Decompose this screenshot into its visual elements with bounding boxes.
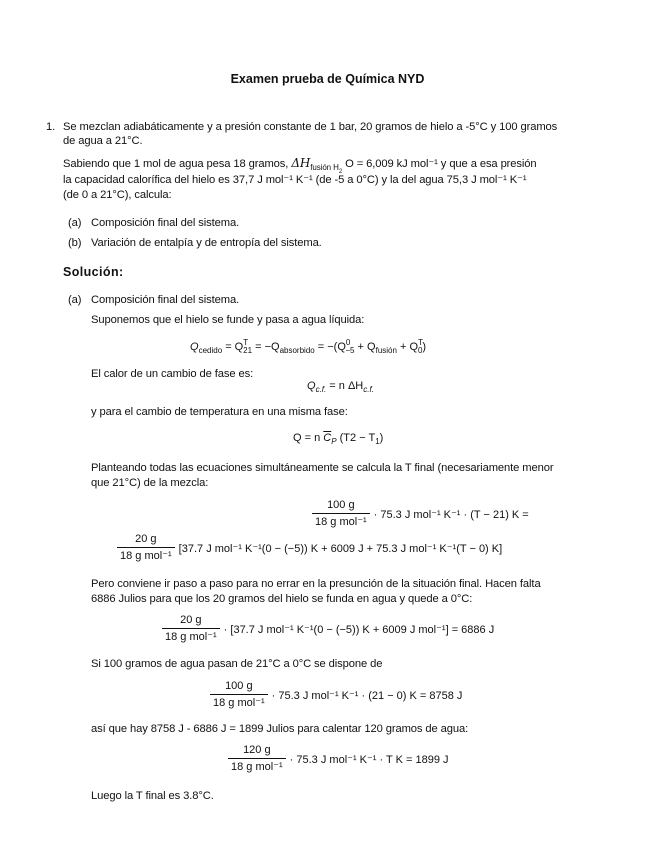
problem-line-5: (de 0 a 21°C), calcula: — [63, 189, 172, 201]
eq5-rest: · [37.7 J mol⁻¹ K⁻¹(0 − (−5)) K + 6009 J mol⁻¹] = 6886 J — [223, 623, 495, 636]
solution-part-label: (a) — [68, 294, 82, 306]
problem-number: 1. — [46, 121, 56, 133]
equation-heat-balance — [190, 338, 426, 355]
h2o-subscript-2: 2 — [338, 169, 343, 175]
eq6-den: 18 g mol⁻¹ — [213, 697, 265, 709]
eq1-sub-c: −5 — [345, 346, 355, 355]
delta-h-symbol: ΔH — [291, 156, 311, 170]
fusion-subscript: fusión H — [310, 163, 339, 172]
eq4-rest-2: [37.7 J mol⁻¹ K⁻¹(0 − (−5)) K + 6009 J + 75.3 J mol⁻¹ K⁻¹(T − 0) K] — [178, 542, 503, 555]
solution-paragraph-7: así que hay 8758 J - 6886 J = 1899 Julios para calentar 120 gramos de agua: — [91, 723, 469, 735]
eq7-rest: · 75.3 J mol⁻¹ K⁻¹ · T K = 1899 J — [289, 753, 449, 766]
equation-temperature-change — [293, 432, 383, 446]
eq5-fraction — [162, 614, 220, 644]
eq3-cp: $\overline{C}$ — [323, 432, 332, 444]
solution-paragraph-5-line-1: Pero conviene ir paso a paso para no errar en la presunción de la situación final. Hacen falta — [91, 578, 541, 590]
eq3-b-sub: 1 — [375, 437, 380, 446]
eq3-c: ) — [379, 432, 384, 444]
problem-line-1: Se mezclan adiabáticamente y a presión constante de 1 bar, 20 gramos de hielo a -5°C y 100 gramos — [63, 121, 558, 133]
eq4-num-1: 100 g — [312, 499, 370, 514]
problem-line-4: la capacidad calorífica del hielo es 37,7 J mol⁻¹ K⁻¹ (de -5 a 0°C) y la del agua 75,3 J mol⁻¹ K⁻¹ — [63, 174, 527, 186]
problem-line-3-rest: O = 6,009 kJ mol⁻¹ y que a esa presión — [345, 158, 537, 170]
eq1-sub-d: fusión — [375, 346, 397, 355]
eq1-lhs-sub: cedido — [198, 346, 223, 355]
eq1-e: + Q — [400, 341, 419, 353]
eq1-sub-b: absorbido — [279, 346, 315, 355]
item-b-label: (b) — [68, 237, 82, 249]
eq4-fraction-2 — [117, 533, 175, 563]
solution-paragraph-1: Suponemos que el hielo se funde y pasa a agua líquida: — [91, 314, 365, 326]
eq2-lhs-sub: c.f. — [315, 385, 327, 394]
solution-heading: Solución: — [63, 265, 124, 279]
eq1-sup-e: T — [418, 338, 423, 347]
eq1-a: = Q — [225, 341, 244, 353]
eq2-lhs: Q — [307, 380, 316, 392]
item-a-text: Composición final del sistema. — [91, 217, 240, 229]
item-a-label: (a) — [68, 217, 82, 229]
eq6-rest: · 75.3 J mol⁻¹ K⁻¹ · (21 − 0) K = 8758 J — [271, 689, 463, 702]
eq1-f: ) — [422, 341, 427, 353]
eq3-cp-sub: P — [331, 437, 337, 446]
eq7-den: 18 g mol⁻¹ — [231, 761, 283, 773]
eq1-sup-a: T — [243, 338, 249, 347]
eq6-num: 100 g — [210, 680, 268, 695]
solution-paragraph-4-line-1: Planteando todas las ecuaciones simultáneamente se calcula la T final (necesariamente menor — [91, 462, 554, 474]
eq4-den-1: 18 g mol⁻¹ — [315, 516, 367, 528]
eq5-den: 18 g mol⁻¹ — [165, 631, 217, 643]
eq4-rest-1: · 75.3 J mol⁻¹ K⁻¹ · (T − 21) K = — [373, 508, 529, 521]
problem-line-3-text: Sabiendo que 1 mol de agua pesa 18 gramos, — [63, 158, 289, 170]
eq1-c: = −(Q — [317, 341, 346, 353]
equation-mixture-line-1 — [308, 499, 529, 529]
eq1-b: = −Q — [255, 341, 280, 353]
eq7-num: 120 g — [228, 744, 286, 759]
eq6-fraction — [210, 680, 268, 710]
eq1-sup-c: 0 — [345, 338, 351, 347]
eq4-den-2: 18 g mol⁻¹ — [120, 550, 172, 562]
eq2-rhs-sub: c.f. — [363, 385, 374, 394]
equation-final-heating — [224, 744, 449, 774]
solution-part-title: Composición final del sistema. — [91, 294, 240, 306]
solution-paragraph-5-line-2: 6886 Julios para que los 20 gramos del hielo se funda en agua y quede a 0°C: — [91, 593, 473, 605]
equation-water-cooling — [206, 680, 462, 710]
eq1-sub-a: 21 — [243, 346, 253, 355]
problem-line-2: de agua a 21°C. — [63, 135, 143, 147]
equation-phase-change — [307, 380, 374, 394]
solution-paragraph-4-line-2: que 21°C) de la mezcla: — [91, 477, 209, 489]
eq3-b: (T2 − T — [339, 432, 376, 444]
solution-paragraph-6: Si 100 gramos de agua pasan de 21°C a 0°C se dispone de — [91, 658, 383, 670]
eq4-num-2: 20 g — [117, 533, 175, 548]
eq3-a: Q = n — [293, 432, 321, 444]
item-b-text: Variación de entalpía y de entropía del sistema. — [91, 237, 322, 249]
eq1-lhs: Q — [190, 341, 199, 353]
solution-paragraph-3: y para el cambio de temperatura en una misma fase: — [91, 406, 348, 418]
solution-paragraph-2: El calor de un cambio de fase es: — [91, 368, 254, 380]
eq1-sub-e: 0 — [417, 346, 423, 355]
page-title: Examen prueba de Química NYD — [230, 72, 425, 86]
eq1-d: + Q — [357, 341, 376, 353]
eq4-fraction-1 — [312, 499, 370, 529]
equation-melt-heat — [158, 614, 494, 644]
eq5-num: 20 g — [162, 614, 220, 629]
solution-conclusion: Luego la T final es 3.8°C. — [91, 790, 214, 802]
equation-mixture-line-2 — [113, 533, 502, 563]
eq7-fraction — [228, 744, 286, 774]
eq2-rhs: = n ΔH — [329, 380, 364, 392]
